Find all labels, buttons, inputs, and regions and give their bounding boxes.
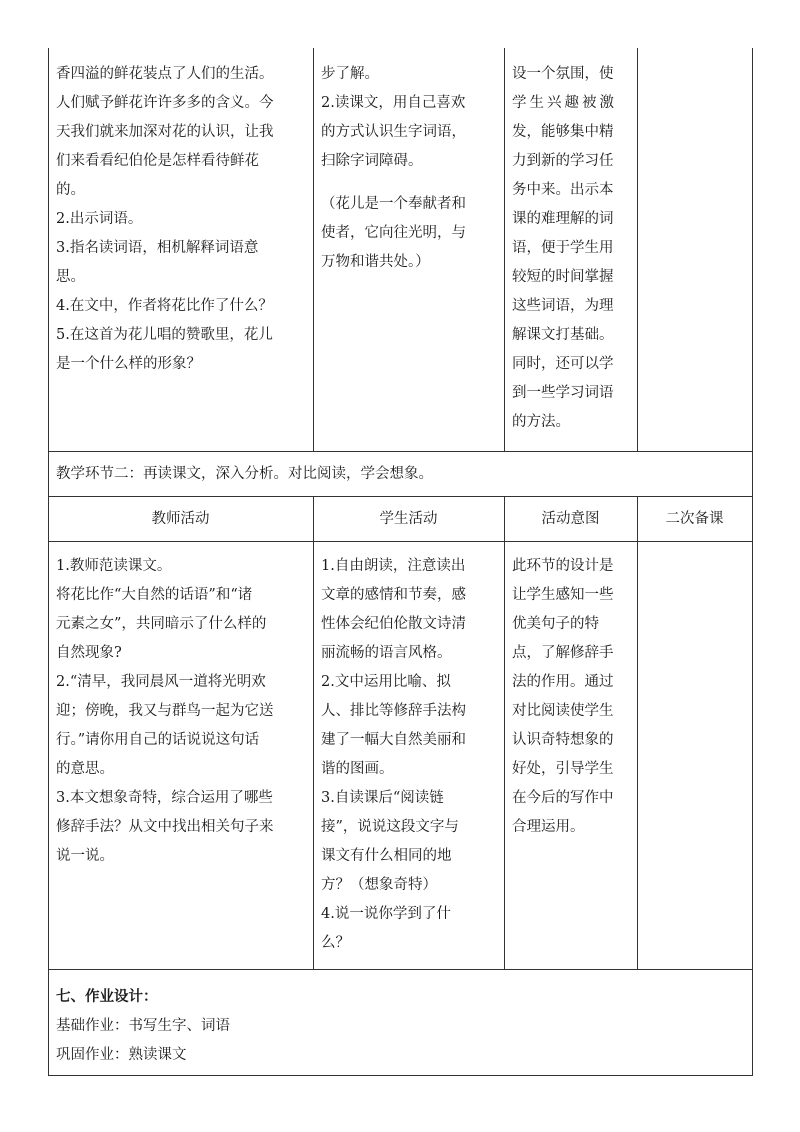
row1-teacher-line: 思。 bbox=[56, 269, 85, 285]
row1-teacher-line: 的。 bbox=[56, 182, 85, 198]
row1-student-line bbox=[321, 176, 501, 190]
col-divider-2 bbox=[504, 48, 505, 451]
row1-teacher-line: 们来看看纪伯伦是怎样看待鲜花 bbox=[56, 153, 259, 169]
col-divider-1b bbox=[313, 496, 314, 969]
header-activity-intent: 活动意图 bbox=[541, 511, 600, 527]
row1-intent-line: 学生兴趣被激 bbox=[512, 95, 617, 111]
row2-teacher-line: 说一说。 bbox=[56, 848, 114, 864]
homework-basic: 基础作业：书写生字、词语 bbox=[56, 1018, 230, 1034]
row2-teacher-cell bbox=[56, 552, 310, 871]
row2-student-line: 接”，说说这段文字与 bbox=[321, 819, 459, 835]
row2-teacher-line: 元素之女”，共同暗示了什么样的 bbox=[56, 616, 267, 632]
row1-teacher-line: 2.出示词语。 bbox=[56, 211, 143, 227]
row1-teacher-line: 4.在文中，作者将花比作了什么？ bbox=[56, 298, 273, 314]
row2-student-line: 方？（想象奇特） bbox=[321, 877, 437, 893]
col-divider-3 bbox=[637, 48, 638, 451]
row1-student-line: 步了解。 bbox=[321, 66, 379, 82]
row2-student-line: 4.说一说你学到了什 bbox=[321, 906, 451, 922]
row2-teacher-line: 将花比作“大自然的话语”和“诸 bbox=[56, 587, 253, 603]
row1-intent-line: 同时，还可以学 bbox=[512, 356, 614, 372]
row-divider-header-top bbox=[48, 496, 753, 497]
col-divider-3b bbox=[637, 496, 638, 969]
col-divider-1 bbox=[313, 48, 314, 451]
row2-teacher-line: 迎；傍晚，我又与群鸟一起为它送 bbox=[56, 703, 274, 719]
row2-intent-line: 点，了解修辞手 bbox=[512, 645, 614, 661]
row2-student-line: 丽流畅的语言风格。 bbox=[321, 645, 452, 661]
row1-intent-cell bbox=[512, 60, 634, 437]
row2-student-line: 么？ bbox=[321, 935, 350, 951]
row2-student-line: 性体会纪伯伦散文诗清 bbox=[321, 616, 466, 632]
col-divider-2b bbox=[504, 496, 505, 969]
row1-intent-line: 务中来。出示本 bbox=[512, 182, 614, 198]
row1-student-line: 使者，它向往光明，与 bbox=[321, 225, 466, 241]
homework-consolidate: 巩固作业：熟读课文 bbox=[56, 1047, 187, 1063]
row2-student-line: 3.自读课后“阅读链 bbox=[321, 790, 444, 806]
row2-student-line: 文章的感情和节奏，感 bbox=[321, 587, 466, 603]
row2-intent-line: 在今后的写作中 bbox=[512, 790, 614, 806]
row2-intent-line: 法的作用。通过 bbox=[512, 674, 614, 690]
row2-teacher-line: 的意思。 bbox=[56, 761, 114, 777]
row1-intent-line: 到一些学习词语 bbox=[512, 385, 614, 401]
row1-intent-line: 力到新的学习任 bbox=[512, 153, 614, 169]
row1-teacher-line: 是一个什么样的形象？ bbox=[56, 356, 201, 372]
row2-teacher-line: 行。”请你用自己的话说说这句话 bbox=[56, 732, 260, 748]
homework-title: 七、作业设计： bbox=[56, 989, 158, 1005]
row1-student-line: 的方式认识生字词语， bbox=[321, 124, 466, 140]
table-left-border bbox=[48, 48, 49, 1075]
row2-student-cell bbox=[321, 552, 501, 958]
section2-title: 教学环节二：再读课文，深入分析。对比阅读，学会想象。 bbox=[56, 466, 433, 482]
header-student-activity: 学生活动 bbox=[379, 511, 438, 527]
row2-teacher-line: 修辞手法？从文中找出相关句子来 bbox=[56, 819, 274, 835]
row-divider-homework-top bbox=[48, 969, 753, 970]
row2-intent-line: 对比阅读使学生 bbox=[512, 703, 614, 719]
table-bottom-border bbox=[48, 1075, 753, 1076]
header-second-prep: 二次备课 bbox=[665, 511, 724, 527]
row2-intent-line: 合理运用。 bbox=[512, 819, 585, 835]
row1-intent-line: 课的难理解的词 bbox=[512, 211, 614, 227]
row1-intent-line: 这些词语，为理 bbox=[512, 298, 614, 314]
row1-teacher-line: 天我们就来加深对花的认识，让我 bbox=[56, 124, 274, 140]
row2-teacher-line: 1.教师范读课文。 bbox=[56, 558, 172, 574]
row2-intent-line: 优美句子的特 bbox=[512, 616, 599, 632]
row1-intent-line: 发，能够集中精 bbox=[512, 124, 614, 140]
row-divider-header-bottom bbox=[48, 541, 753, 542]
row1-teacher-line: 香四溢的鲜花装点了人们的生活。 bbox=[56, 66, 274, 82]
row1-student-line: （花儿是一个奉献者和 bbox=[321, 196, 466, 212]
row1-student-line: 2.读课文，用自己喜欢 bbox=[321, 95, 466, 111]
row2-student-line: 课文有什么相同的地 bbox=[321, 848, 452, 864]
row1-teacher-cell bbox=[56, 60, 310, 379]
row1-teacher-line: 3.指名读词语，相机解释词语意 bbox=[56, 240, 259, 256]
row2-intent-line: 认识奇特想象的 bbox=[512, 732, 614, 748]
row2-student-line: 谐的图画。 bbox=[321, 761, 394, 777]
row2-student-line: 建了一幅大自然美丽和 bbox=[321, 732, 466, 748]
row1-intent-line: 解课文打基础。 bbox=[512, 327, 614, 343]
row1-student-line: 扫除字词障碍。 bbox=[321, 153, 423, 169]
row2-intent-line: 此环节的设计是 bbox=[512, 558, 614, 574]
row2-teacher-line: 2.“清早，我同晨风一道将光明欢 bbox=[56, 674, 266, 690]
row2-intent-line: 好处，引导学生 bbox=[512, 761, 614, 777]
row1-student-line: 万物和谐共处。） bbox=[321, 254, 430, 270]
row2-intent-cell bbox=[512, 552, 634, 842]
row1-intent-line: 语，便于学生用 bbox=[512, 240, 614, 256]
row1-teacher-line: 5.在这首为花儿唱的赞歌里，花儿 bbox=[56, 327, 273, 343]
row1-teacher-line: 人们赋予鲜花许许多多的含义。今 bbox=[56, 95, 274, 111]
row1-intent-line: 的方法。 bbox=[512, 414, 570, 430]
row1-student-cell bbox=[321, 60, 501, 277]
header-teacher-activity: 教师活动 bbox=[151, 511, 210, 527]
row-divider-section2-top bbox=[48, 451, 753, 452]
row2-teacher-line: 3.本文想象奇特，综合运用了哪些 bbox=[56, 790, 273, 806]
table-right-border bbox=[752, 48, 753, 1075]
row1-intent-line: 设一个氛围，使 bbox=[512, 66, 614, 82]
row2-student-line: 2.文中运用比喻、拟 bbox=[321, 674, 451, 690]
row1-intent-line: 较短的时间掌握 bbox=[512, 269, 614, 285]
row2-student-line: 人、排比等修辞手法构 bbox=[321, 703, 466, 719]
row2-student-line: 1.自由朗读，注意读出 bbox=[321, 558, 466, 574]
row2-intent-line: 让学生感知一些 bbox=[512, 587, 614, 603]
row2-teacher-line: 自然现象? bbox=[56, 645, 122, 661]
